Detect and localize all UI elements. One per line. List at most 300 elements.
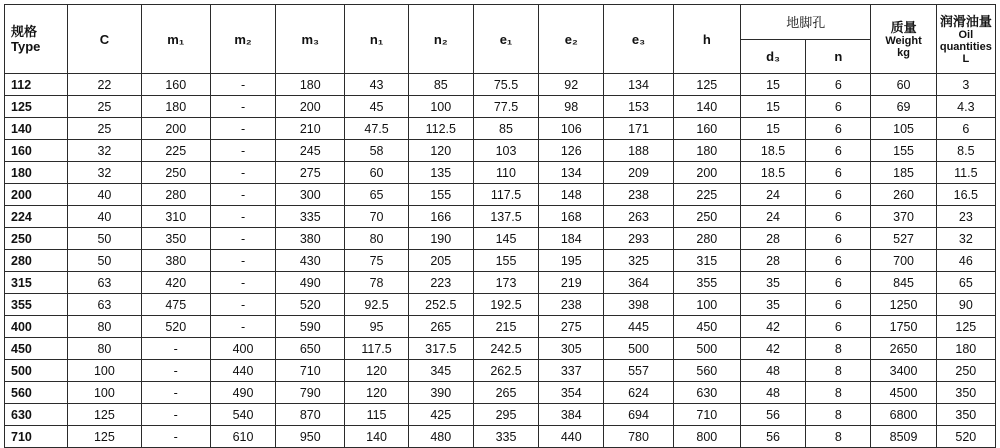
cell-m1: 350 bbox=[141, 228, 210, 250]
cell-oil: 11.5 bbox=[936, 162, 995, 184]
cell-oil: 90 bbox=[936, 294, 995, 316]
cell-e3: 624 bbox=[604, 382, 673, 404]
table-row bbox=[5, 118, 996, 140]
header-weight bbox=[871, 5, 936, 74]
cell-n2: 317.5 bbox=[408, 338, 473, 360]
cell-e3: 263 bbox=[604, 206, 673, 228]
cell-h: 140 bbox=[673, 96, 740, 118]
cell-m1: 420 bbox=[141, 272, 210, 294]
cell-m3: 210 bbox=[276, 118, 345, 140]
cell-m3: 200 bbox=[276, 96, 345, 118]
cell-e3: 325 bbox=[604, 250, 673, 272]
table-row bbox=[5, 382, 996, 404]
cell-n2: 100 bbox=[408, 96, 473, 118]
cell-m1: 380 bbox=[141, 250, 210, 272]
cell-c: 80 bbox=[68, 316, 141, 338]
table-row bbox=[5, 228, 996, 250]
cell-type: 112 bbox=[5, 74, 68, 96]
cell-n2: 155 bbox=[408, 184, 473, 206]
cell-type: 400 bbox=[5, 316, 68, 338]
cell-oil: 16.5 bbox=[936, 184, 995, 206]
cell-h: 125 bbox=[673, 74, 740, 96]
cell-h: 200 bbox=[673, 162, 740, 184]
cell-e2: 305 bbox=[539, 338, 604, 360]
cell-d3: 24 bbox=[740, 206, 805, 228]
header-e3: e₃ bbox=[604, 5, 673, 74]
cell-type: 710 bbox=[5, 426, 68, 448]
header-n2: n₂ bbox=[408, 5, 473, 74]
cell-c: 32 bbox=[68, 140, 141, 162]
cell-m2: - bbox=[210, 316, 275, 338]
cell-e1: 295 bbox=[473, 404, 538, 426]
cell-m3: 275 bbox=[276, 162, 345, 184]
cell-m1: 280 bbox=[141, 184, 210, 206]
header-oil-cn: 润滑油量 bbox=[939, 13, 992, 29]
cell-n2: 166 bbox=[408, 206, 473, 228]
cell-n1: 45 bbox=[345, 96, 408, 118]
cell-e2: 238 bbox=[539, 294, 604, 316]
table-row bbox=[5, 316, 996, 338]
cell-n1: 65 bbox=[345, 184, 408, 206]
cell-e1: 145 bbox=[473, 228, 538, 250]
cell-m3: 790 bbox=[276, 382, 345, 404]
cell-m1: - bbox=[141, 382, 210, 404]
cell-n1: 115 bbox=[345, 404, 408, 426]
cell-type: 280 bbox=[5, 250, 68, 272]
cell-type: 560 bbox=[5, 382, 68, 404]
cell-m2: - bbox=[210, 294, 275, 316]
cell-n1: 78 bbox=[345, 272, 408, 294]
cell-m2: 490 bbox=[210, 382, 275, 404]
cell-hole-n: 6 bbox=[806, 294, 871, 316]
cell-n1: 43 bbox=[345, 74, 408, 96]
cell-hole-n: 8 bbox=[806, 338, 871, 360]
cell-e3: 188 bbox=[604, 140, 673, 162]
cell-m1: 475 bbox=[141, 294, 210, 316]
cell-n1: 120 bbox=[345, 360, 408, 382]
table-header bbox=[5, 5, 996, 74]
header-oil-unit: L bbox=[962, 52, 970, 65]
cell-e2: 337 bbox=[539, 360, 604, 382]
cell-e3: 780 bbox=[604, 426, 673, 448]
cell-hole-n: 6 bbox=[806, 250, 871, 272]
cell-hole-n: 6 bbox=[806, 74, 871, 96]
cell-oil: 350 bbox=[936, 404, 995, 426]
cell-type: 500 bbox=[5, 360, 68, 382]
cell-e1: 262.5 bbox=[473, 360, 538, 382]
header-c: C bbox=[68, 5, 141, 74]
cell-c: 50 bbox=[68, 228, 141, 250]
cell-e2: 219 bbox=[539, 272, 604, 294]
cell-type: 250 bbox=[5, 228, 68, 250]
table-row bbox=[5, 250, 996, 272]
cell-type: 140 bbox=[5, 118, 68, 140]
cell-e2: 354 bbox=[539, 382, 604, 404]
table-body bbox=[5, 74, 996, 448]
cell-h: 160 bbox=[673, 118, 740, 140]
cell-c: 63 bbox=[68, 294, 141, 316]
cell-hole-n: 6 bbox=[806, 272, 871, 294]
cell-n1: 47.5 bbox=[345, 118, 408, 140]
cell-n2: 425 bbox=[408, 404, 473, 426]
cell-e1: 103 bbox=[473, 140, 538, 162]
cell-weight: 60 bbox=[871, 74, 936, 96]
cell-hole-n: 6 bbox=[806, 228, 871, 250]
cell-n1: 70 bbox=[345, 206, 408, 228]
cell-e2: 134 bbox=[539, 162, 604, 184]
cell-d3: 28 bbox=[740, 250, 805, 272]
cell-m1: - bbox=[141, 426, 210, 448]
cell-e3: 557 bbox=[604, 360, 673, 382]
header-m2: m₂ bbox=[210, 5, 275, 74]
header-weight-en: Weight bbox=[885, 34, 922, 47]
cell-e3: 238 bbox=[604, 184, 673, 206]
cell-hole-n: 6 bbox=[806, 140, 871, 162]
cell-hole-n: 8 bbox=[806, 404, 871, 426]
cell-m2: 540 bbox=[210, 404, 275, 426]
cell-e2: 195 bbox=[539, 250, 604, 272]
cell-e1: 137.5 bbox=[473, 206, 538, 228]
cell-type: 125 bbox=[5, 96, 68, 118]
cell-m1: - bbox=[141, 338, 210, 360]
cell-c: 50 bbox=[68, 250, 141, 272]
cell-weight: 3400 bbox=[871, 360, 936, 382]
cell-n2: 190 bbox=[408, 228, 473, 250]
cell-weight: 4500 bbox=[871, 382, 936, 404]
cell-c: 22 bbox=[68, 74, 141, 96]
cell-m2: 400 bbox=[210, 338, 275, 360]
cell-e1: 265 bbox=[473, 382, 538, 404]
cell-n2: 390 bbox=[408, 382, 473, 404]
header-m1: m₁ bbox=[141, 5, 210, 74]
cell-m3: 300 bbox=[276, 184, 345, 206]
header-m3: m₃ bbox=[276, 5, 345, 74]
cell-oil: 3 bbox=[936, 74, 995, 96]
cell-n2: 85 bbox=[408, 74, 473, 96]
cell-hole-n: 6 bbox=[806, 206, 871, 228]
cell-type: 224 bbox=[5, 206, 68, 228]
cell-type: 630 bbox=[5, 404, 68, 426]
cell-m3: 520 bbox=[276, 294, 345, 316]
cell-e2: 168 bbox=[539, 206, 604, 228]
cell-c: 100 bbox=[68, 360, 141, 382]
cell-e3: 694 bbox=[604, 404, 673, 426]
cell-n2: 205 bbox=[408, 250, 473, 272]
cell-n2: 265 bbox=[408, 316, 473, 338]
cell-m3: 650 bbox=[276, 338, 345, 360]
cell-m3: 870 bbox=[276, 404, 345, 426]
cell-weight: 2650 bbox=[871, 338, 936, 360]
cell-n1: 120 bbox=[345, 382, 408, 404]
cell-m2: - bbox=[210, 162, 275, 184]
header-type-cn: 规格 bbox=[11, 24, 38, 39]
table-row bbox=[5, 206, 996, 228]
cell-hole-n: 6 bbox=[806, 162, 871, 184]
cell-e3: 500 bbox=[604, 338, 673, 360]
cell-h: 450 bbox=[673, 316, 740, 338]
cell-oil: 4.3 bbox=[936, 96, 995, 118]
cell-hole-n: 8 bbox=[806, 360, 871, 382]
cell-c: 40 bbox=[68, 184, 141, 206]
cell-e1: 192.5 bbox=[473, 294, 538, 316]
cell-weight: 185 bbox=[871, 162, 936, 184]
cell-m3: 245 bbox=[276, 140, 345, 162]
table-row bbox=[5, 272, 996, 294]
table-row bbox=[5, 74, 996, 96]
cell-h: 500 bbox=[673, 338, 740, 360]
cell-h: 630 bbox=[673, 382, 740, 404]
cell-h: 180 bbox=[673, 140, 740, 162]
cell-n2: 112.5 bbox=[408, 118, 473, 140]
table-row bbox=[5, 96, 996, 118]
cell-c: 63 bbox=[68, 272, 141, 294]
cell-oil: 180 bbox=[936, 338, 995, 360]
cell-d3: 42 bbox=[740, 338, 805, 360]
cell-d3: 56 bbox=[740, 404, 805, 426]
cell-m1: 180 bbox=[141, 96, 210, 118]
cell-e1: 155 bbox=[473, 250, 538, 272]
cell-c: 100 bbox=[68, 382, 141, 404]
cell-m3: 180 bbox=[276, 74, 345, 96]
cell-oil: 46 bbox=[936, 250, 995, 272]
cell-n1: 140 bbox=[345, 426, 408, 448]
cell-oil: 23 bbox=[936, 206, 995, 228]
cell-d3: 48 bbox=[740, 360, 805, 382]
cell-e3: 134 bbox=[604, 74, 673, 96]
cell-d3: 18.5 bbox=[740, 140, 805, 162]
cell-hole-n: 8 bbox=[806, 426, 871, 448]
cell-d3: 42 bbox=[740, 316, 805, 338]
cell-c: 125 bbox=[68, 404, 141, 426]
cell-d3: 48 bbox=[740, 382, 805, 404]
cell-e3: 364 bbox=[604, 272, 673, 294]
cell-h: 280 bbox=[673, 228, 740, 250]
header-foot-holes: 地脚孔 bbox=[740, 5, 871, 40]
cell-h: 710 bbox=[673, 404, 740, 426]
cell-m1: 160 bbox=[141, 74, 210, 96]
cell-e3: 398 bbox=[604, 294, 673, 316]
cell-c: 32 bbox=[68, 162, 141, 184]
cell-m3: 950 bbox=[276, 426, 345, 448]
cell-d3: 28 bbox=[740, 228, 805, 250]
cell-d3: 56 bbox=[740, 426, 805, 448]
cell-e1: 117.5 bbox=[473, 184, 538, 206]
cell-n2: 223 bbox=[408, 272, 473, 294]
header-type bbox=[5, 5, 68, 74]
cell-oil: 125 bbox=[936, 316, 995, 338]
cell-type: 160 bbox=[5, 140, 68, 162]
cell-m2: - bbox=[210, 96, 275, 118]
cell-type: 450 bbox=[5, 338, 68, 360]
cell-n2: 345 bbox=[408, 360, 473, 382]
cell-e2: 440 bbox=[539, 426, 604, 448]
cell-m2: 610 bbox=[210, 426, 275, 448]
cell-weight: 8509 bbox=[871, 426, 936, 448]
cell-c: 125 bbox=[68, 426, 141, 448]
cell-m3: 430 bbox=[276, 250, 345, 272]
cell-e1: 173 bbox=[473, 272, 538, 294]
cell-weight: 370 bbox=[871, 206, 936, 228]
cell-oil: 65 bbox=[936, 272, 995, 294]
cell-m1: 250 bbox=[141, 162, 210, 184]
cell-type: 315 bbox=[5, 272, 68, 294]
cell-d3: 35 bbox=[740, 272, 805, 294]
cell-e3: 171 bbox=[604, 118, 673, 140]
table-row bbox=[5, 184, 996, 206]
table-row bbox=[5, 162, 996, 184]
cell-e2: 126 bbox=[539, 140, 604, 162]
cell-e1: 85 bbox=[473, 118, 538, 140]
cell-e3: 293 bbox=[604, 228, 673, 250]
cell-n1: 92.5 bbox=[345, 294, 408, 316]
header-type-en: Type bbox=[11, 39, 41, 54]
cell-h: 560 bbox=[673, 360, 740, 382]
cell-m1: - bbox=[141, 404, 210, 426]
cell-oil: 32 bbox=[936, 228, 995, 250]
cell-m1: 200 bbox=[141, 118, 210, 140]
cell-type: 200 bbox=[5, 184, 68, 206]
cell-oil: 350 bbox=[936, 382, 995, 404]
cell-m2: - bbox=[210, 272, 275, 294]
cell-e1: 215 bbox=[473, 316, 538, 338]
header-weight-unit: kg bbox=[897, 46, 910, 59]
cell-c: 80 bbox=[68, 338, 141, 360]
cell-d3: 18.5 bbox=[740, 162, 805, 184]
cell-m2: - bbox=[210, 74, 275, 96]
cell-e3: 153 bbox=[604, 96, 673, 118]
spec-table bbox=[4, 4, 996, 448]
cell-n2: 135 bbox=[408, 162, 473, 184]
header-oil bbox=[936, 5, 995, 74]
table-row bbox=[5, 140, 996, 162]
cell-weight: 155 bbox=[871, 140, 936, 162]
cell-weight: 6800 bbox=[871, 404, 936, 426]
cell-c: 40 bbox=[68, 206, 141, 228]
cell-e2: 275 bbox=[539, 316, 604, 338]
cell-h: 225 bbox=[673, 184, 740, 206]
cell-h: 315 bbox=[673, 250, 740, 272]
cell-hole-n: 6 bbox=[806, 316, 871, 338]
cell-hole-n: 6 bbox=[806, 118, 871, 140]
cell-h: 250 bbox=[673, 206, 740, 228]
cell-weight: 1750 bbox=[871, 316, 936, 338]
cell-m3: 335 bbox=[276, 206, 345, 228]
cell-h: 355 bbox=[673, 272, 740, 294]
cell-n1: 117.5 bbox=[345, 338, 408, 360]
cell-weight: 527 bbox=[871, 228, 936, 250]
cell-oil: 250 bbox=[936, 360, 995, 382]
cell-hole-n: 6 bbox=[806, 184, 871, 206]
cell-d3: 24 bbox=[740, 184, 805, 206]
cell-e1: 335 bbox=[473, 426, 538, 448]
cell-m1: 520 bbox=[141, 316, 210, 338]
cell-e2: 384 bbox=[539, 404, 604, 426]
header-h: h bbox=[673, 5, 740, 74]
cell-weight: 1250 bbox=[871, 294, 936, 316]
cell-n1: 75 bbox=[345, 250, 408, 272]
cell-m2: 440 bbox=[210, 360, 275, 382]
cell-d3: 35 bbox=[740, 294, 805, 316]
header-oil-en1: Oil bbox=[958, 28, 974, 41]
cell-e2: 106 bbox=[539, 118, 604, 140]
header-e1: e₁ bbox=[473, 5, 538, 74]
cell-m2: - bbox=[210, 118, 275, 140]
cell-m3: 490 bbox=[276, 272, 345, 294]
cell-weight: 845 bbox=[871, 272, 936, 294]
cell-oil: 6 bbox=[936, 118, 995, 140]
cell-m3: 380 bbox=[276, 228, 345, 250]
cell-weight: 260 bbox=[871, 184, 936, 206]
cell-e1: 77.5 bbox=[473, 96, 538, 118]
cell-n1: 95 bbox=[345, 316, 408, 338]
cell-e1: 242.5 bbox=[473, 338, 538, 360]
cell-c: 25 bbox=[68, 118, 141, 140]
table-row bbox=[5, 426, 996, 448]
cell-weight: 700 bbox=[871, 250, 936, 272]
cell-m2: - bbox=[210, 140, 275, 162]
cell-type: 355 bbox=[5, 294, 68, 316]
cell-n2: 480 bbox=[408, 426, 473, 448]
cell-hole-n: 6 bbox=[806, 96, 871, 118]
cell-h: 100 bbox=[673, 294, 740, 316]
cell-e2: 148 bbox=[539, 184, 604, 206]
cell-m2: - bbox=[210, 250, 275, 272]
cell-m3: 590 bbox=[276, 316, 345, 338]
header-d3: d₃ bbox=[740, 40, 805, 74]
cell-h: 800 bbox=[673, 426, 740, 448]
cell-oil: 520 bbox=[936, 426, 995, 448]
header-oil-en2: quantities bbox=[939, 40, 992, 53]
cell-m2: - bbox=[210, 206, 275, 228]
table-row bbox=[5, 360, 996, 382]
header-e2: e₂ bbox=[539, 5, 604, 74]
cell-e2: 184 bbox=[539, 228, 604, 250]
table-row bbox=[5, 294, 996, 316]
cell-m1: 310 bbox=[141, 206, 210, 228]
cell-type: 180 bbox=[5, 162, 68, 184]
cell-n1: 58 bbox=[345, 140, 408, 162]
cell-weight: 105 bbox=[871, 118, 936, 140]
table-row bbox=[5, 338, 996, 360]
cell-weight: 69 bbox=[871, 96, 936, 118]
cell-c: 25 bbox=[68, 96, 141, 118]
cell-m1: 225 bbox=[141, 140, 210, 162]
cell-e3: 209 bbox=[604, 162, 673, 184]
header-hole-n: n bbox=[806, 40, 871, 74]
cell-d3: 15 bbox=[740, 118, 805, 140]
table-row bbox=[5, 404, 996, 426]
spec-table-container bbox=[4, 4, 996, 448]
cell-m2: - bbox=[210, 228, 275, 250]
cell-m3: 710 bbox=[276, 360, 345, 382]
cell-m1: - bbox=[141, 360, 210, 382]
cell-n1: 80 bbox=[345, 228, 408, 250]
cell-n2: 120 bbox=[408, 140, 473, 162]
cell-e1: 110 bbox=[473, 162, 538, 184]
cell-e1: 75.5 bbox=[473, 74, 538, 96]
cell-hole-n: 8 bbox=[806, 382, 871, 404]
header-n1: n₁ bbox=[345, 5, 408, 74]
cell-oil: 8.5 bbox=[936, 140, 995, 162]
cell-n2: 252.5 bbox=[408, 294, 473, 316]
cell-e2: 98 bbox=[539, 96, 604, 118]
header-weight-cn: 质量 bbox=[890, 19, 917, 35]
cell-d3: 15 bbox=[740, 74, 805, 96]
cell-e2: 92 bbox=[539, 74, 604, 96]
cell-n1: 60 bbox=[345, 162, 408, 184]
cell-e3: 445 bbox=[604, 316, 673, 338]
cell-d3: 15 bbox=[740, 96, 805, 118]
